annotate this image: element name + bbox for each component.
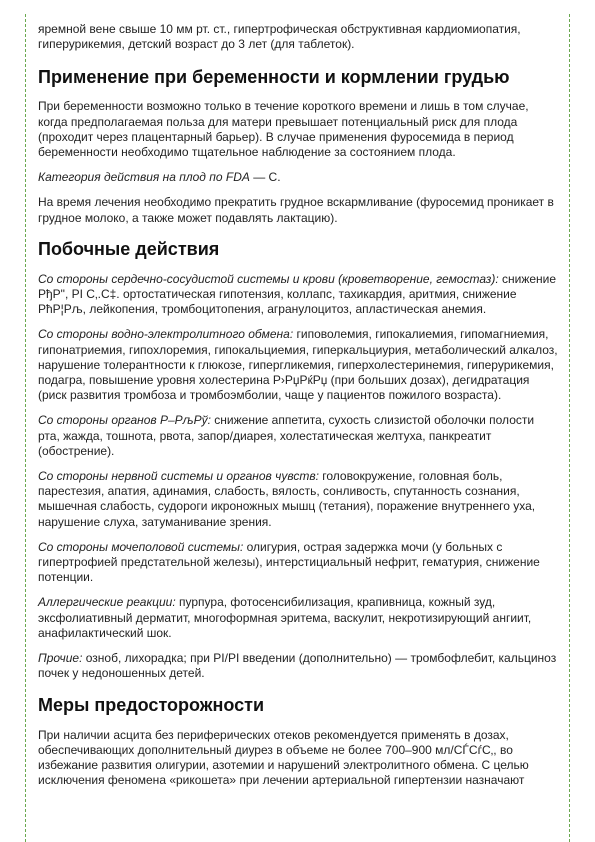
side-effect-allergic	[38, 595, 558, 641]
fda-category-paragraph	[38, 170, 558, 185]
side-effect-label: Со стороны нервной системы и органов чувств:	[38, 469, 319, 484]
side-effect-label: Со стороны органов Р–РљРў:	[38, 413, 211, 428]
side-effect-text: снижение аппетита, сухость слизистой оболочки полости рта, жажда, тошнота, рвота, запор/диарея, холестатическая желтуха, панкреатит (обострение).	[38, 413, 535, 458]
side-effect-text: озноб, лихорадка; при РІ/РІ введении (дополнительно) — тромбофлебит, кальциноз почек у недоношенных детей.	[38, 651, 557, 681]
side-effect-label: Аллергические реакции:	[38, 595, 176, 610]
side-effect-text: головокружение, головная боль, парестезия, апатия, адинамия, слабость, вялость, сонливость, спутанность сознания, мышечная слабость, судороги икроножных мышц (тетания), поражение внутреннего уха, нарушение слуха, затуманивание зрения.	[38, 469, 536, 529]
side-effect-electrolyte	[38, 327, 558, 403]
side-effect-label: Прочие:	[38, 651, 83, 666]
fda-category-value: — C.	[249, 170, 281, 185]
precautions-heading: Меры предосторожности	[38, 694, 265, 715]
side-effect-nervous	[38, 469, 558, 530]
side-effect-text: снижение РђР", РІ С‚.С‡. ортостатическая гипотензия, коллапс, тахикардия, аритмия, снижение РћР¦Рљ, лейкопения, тромбоцитопения, агранулоцитоз, апластическая анемия.	[38, 271, 557, 317]
fda-category-label: Категория действия на плод по FDA	[38, 170, 250, 185]
document-page	[25, 14, 570, 842]
intro-paragraph: яремной вене свыше 10 мм рт. ст., гипертрофическая обструктивная кардиомиопатия, гиперурикемия, детский возраст до 3 лет (для таблеток).	[38, 22, 521, 52]
side-effect-text: пурпура, фотосенсибилизация, крапивница, кожный зуд, эксфолиативный дерматит, многоформная эритема, васкулит, некротизирующий ангиит, анафилактический шок.	[38, 595, 532, 640]
side-effect-text: олигурия, острая задержка мочи (у больных с гипертрофией предстательной железы), интерстициальный нефрит, гематурия, снижение потенции.	[38, 539, 540, 585]
side-effect-label: Со стороны сердечно-сосудистой системы и крови (кроветворение, гемостаз):	[38, 271, 499, 286]
side-effect-label: Со стороны мочеполовой системы:	[38, 539, 244, 554]
pregnancy-paragraph-3: На время лечения необходимо прекратить грудное вскармливание (фуросемид проникает в грудное молоко, а также может подавлять лактацию).	[38, 195, 554, 225]
side-effect-other	[38, 651, 558, 681]
pregnancy-heading: Применение при беременности и кормлении грудью	[38, 67, 510, 88]
precautions-paragraph-1: При наличии асцита без периферических отеков рекомендуется применять в дозах, обеспечивающих дополнительный диурез в объеме не более 700–900 мл/СЃСѓС‚, во избежание развития олигурии, азотемии и нарушений электролитного обмена. С целью исключения феномена «рикошета» при лечении артериальной гипертензии назначают	[38, 727, 529, 788]
side-effect-label: Со стороны водно-электролитного обмена:	[38, 327, 294, 342]
side-effect-gi	[38, 413, 558, 459]
side-effect-cardiovascular	[38, 272, 558, 318]
side-effect-urogenital	[38, 540, 558, 586]
side-effects-heading: Побочные действия	[38, 238, 220, 259]
side-effect-text: гиповолемия, гипокалиемия, гипомагниемия, гипонатриемия, гипохлоремия, гипокальциемия, гиперкальциурия, метаболический алкалоз, нарушение толерантности к глюкозе, гипергликемия, гиперхолестеринемия, гиперурикемия, подагра, повышение уровня холестерина Р›РџРќРџ (при больших дозах), дегидратация (риск развития тромбоза и тромбоэмболии, чаще у пациентов пожилого возраста).	[38, 327, 558, 403]
pregnancy-paragraph-1: При беременности возможно только в течение короткого времени и лишь в том случае, когда предполагаемая польза для матери превышает потенциальный риск для плода (проходит через плацентарный барьер). В случае применения фуросемида в период беременности необходимо тщательное наблюдение за состоянием плода.	[38, 99, 529, 160]
